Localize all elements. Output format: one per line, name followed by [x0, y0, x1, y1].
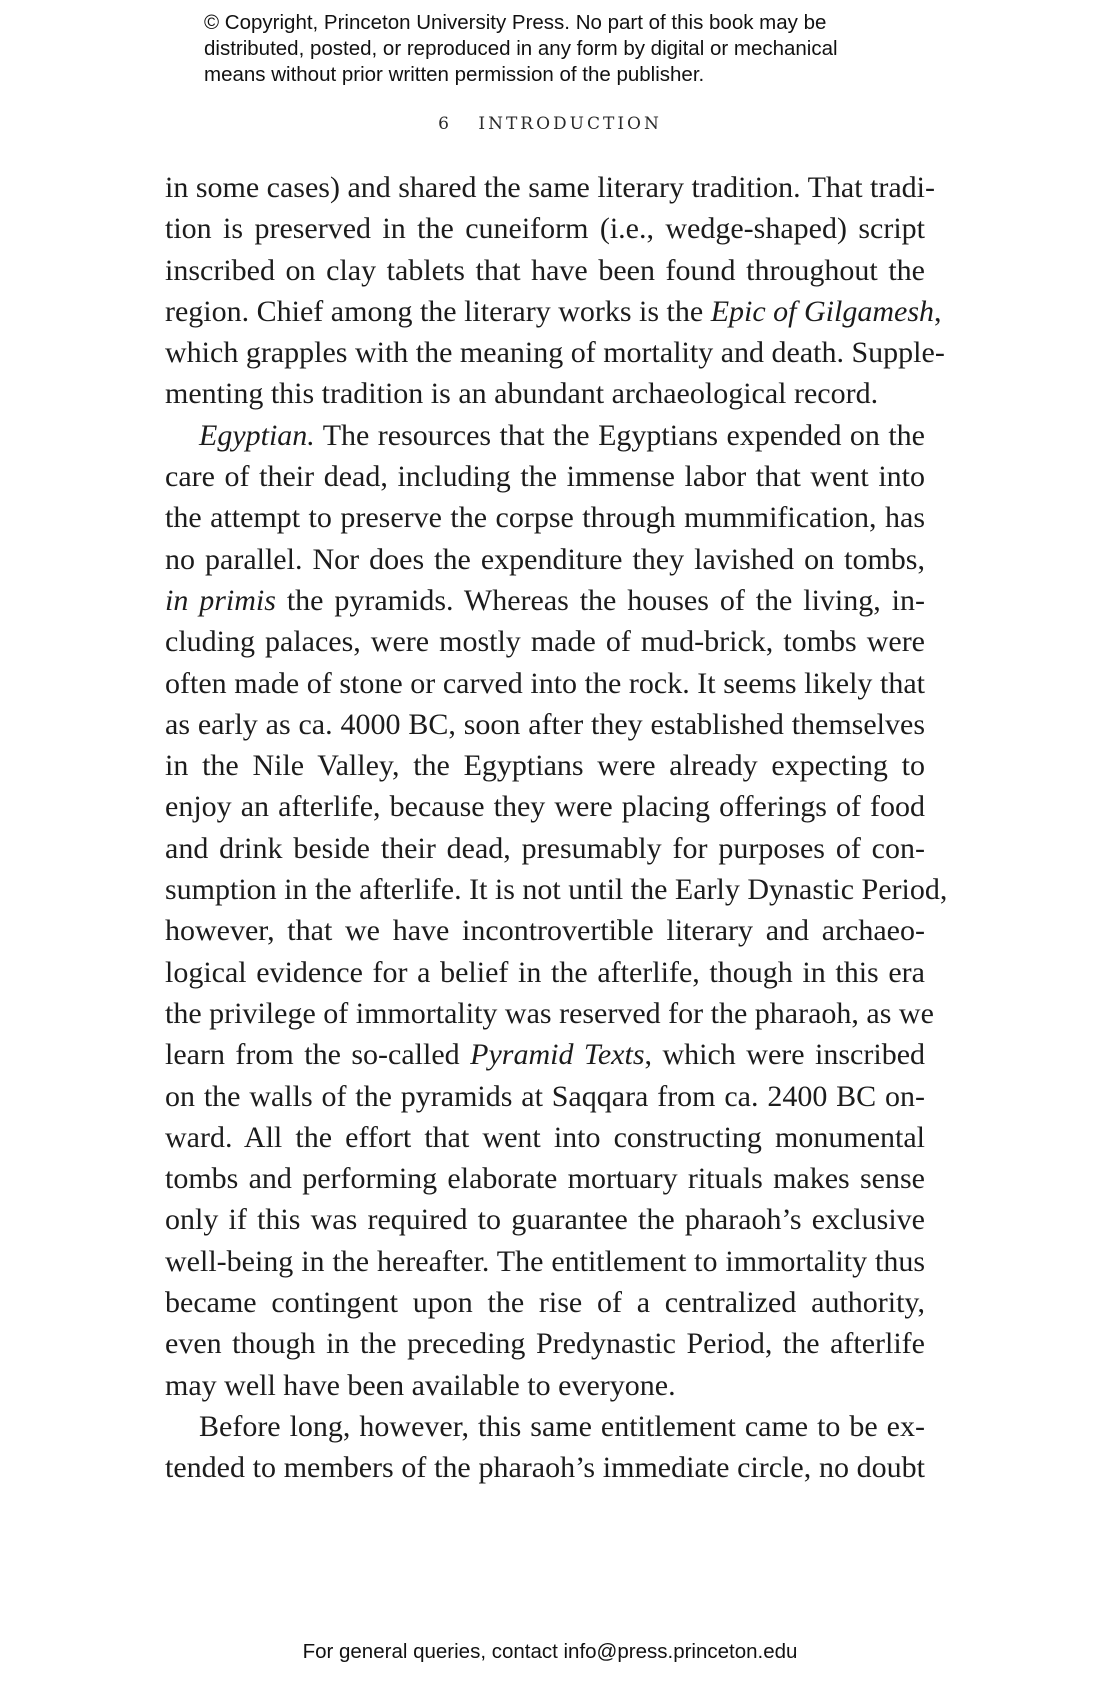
text-segment: , — [934, 294, 942, 328]
footer-contact: For general queries, contact info@press.princeton.edu — [302, 1640, 798, 1663]
copyright-line: distributed, posted, or reproduced in any form by digital or mechanical — [204, 37, 838, 60]
text-line: in the Nile Valley, the Egyptians were already expecting to — [165, 749, 925, 783]
text-line: even though in the preceding Predynastic Period, the afterlife — [165, 1327, 925, 1361]
copyright-line: means without prior written permission of the publisher. — [204, 63, 705, 86]
text-line: tombs and performing elaborate mortuary rituals makes sense — [165, 1162, 925, 1196]
text-segment: the pyramids. Whereas the houses of the living, in- — [275, 583, 925, 617]
section-title: INTRODUCTION — [478, 114, 662, 134]
running-head — [0, 114, 1100, 134]
text-segment: The resources that the Egyptians expended on the — [314, 418, 925, 452]
copyright-line: © Copyright, Princeton University Press. No part of this book may be — [204, 11, 827, 34]
text-line: ward. All the effort that went into constructing monumental — [165, 1120, 925, 1154]
italic-term: Egyptian. — [199, 418, 315, 452]
text-line: cluding palaces, were mostly made of mud-brick, tombs were — [165, 625, 925, 659]
text-line: the attempt to preserve the corpse through mummification, has — [165, 501, 925, 535]
text-line: logical evidence for a belief in the afterlife, though in this era — [165, 955, 925, 989]
text-line: in some cases) and shared the same literary tradition. That tradi- — [165, 171, 936, 204]
text-segment: region. Chief among the literary works is the — [165, 294, 711, 328]
text-line: only if this was required to guarantee the pharaoh’s exclusive — [165, 1203, 925, 1237]
text-line: tended to members of the pharaoh’s immediate circle, no doubt — [165, 1451, 925, 1485]
text-line: tion is preserved in the cuneiform (i.e., wedge-shaped) script — [165, 212, 925, 246]
copyright-notice — [204, 10, 964, 88]
text-line: Before long, however, this same entitlement came to be ex- — [199, 1409, 925, 1443]
text-line: which grapples with the meaning of mortality and death. Supple- — [165, 336, 945, 370]
text-line — [165, 1034, 925, 1075]
text-line: the privilege of immortality was reserved for the pharaoh, as we — [165, 996, 934, 1030]
text-line — [165, 291, 942, 332]
text-segment: learn from the so-called — [165, 1038, 471, 1072]
text-line: often made of stone or carved into the rock. It seems likely that — [165, 666, 925, 700]
text-line: and drink beside their dead, presumably for purposes of con- — [165, 831, 925, 865]
italic-term: in primis — [165, 583, 276, 617]
text-line: sumption in the afterlife. It is not until the Early Dynastic Period, — [165, 873, 948, 907]
text-line: as early as ca. 4000 BC, soon after they established themselves — [165, 707, 925, 741]
text-line: inscribed on clay tablets that have been found throughout the — [165, 253, 925, 287]
page-number: 6 — [438, 114, 452, 134]
text-line: care of their dead, including the immense labor that went into — [165, 460, 925, 494]
text-line: however, that we have incontrovertible literary and archaeo- — [165, 914, 925, 948]
italic-title: Pyramid Texts — [470, 1038, 645, 1072]
text-line — [165, 580, 925, 621]
text-line: may well have been available to everyone. — [165, 1368, 676, 1402]
text-line — [165, 415, 925, 456]
text-line: enjoy an afterlife, because they were placing offerings of food — [165, 790, 925, 824]
text-line: menting this tradition is an abundant archaeological record. — [165, 377, 879, 411]
text-line: on the walls of the pyramids at Saqqara from ca. 2400 BC on- — [165, 1079, 925, 1113]
italic-title: Epic of Gilgamesh — [710, 294, 935, 328]
text-line: no parallel. Nor does the expenditure they lavished on tombs, — [165, 542, 925, 576]
text-line: became contingent upon the rise of a centralized authority, — [165, 1286, 925, 1320]
text-segment: , which were inscribed — [644, 1038, 926, 1072]
body-text — [165, 167, 948, 1489]
text-line: well-being in the hereafter. The entitlement to immortality thus — [165, 1244, 925, 1278]
